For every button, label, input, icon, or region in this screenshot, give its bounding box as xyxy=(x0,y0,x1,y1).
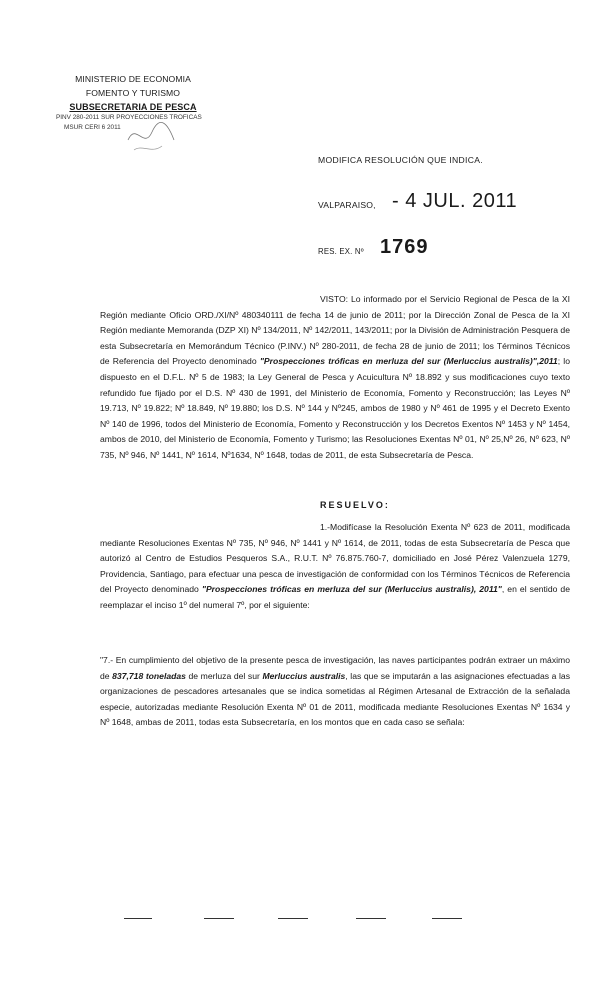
signature-line-5 xyxy=(432,918,462,919)
tonnage-value: 837,718 toneladas xyxy=(112,670,186,681)
document-date: - 4 JUL. 2011 xyxy=(392,190,518,212)
place-label: VALPARAISO, xyxy=(318,200,376,210)
ministry-line-1: MINISTERIO DE ECONOMIA xyxy=(75,74,191,84)
project-name: "Prospecciones tróficas en merluza del sur (Merluccius australis)",2011 xyxy=(259,356,558,367)
signature-line-1 xyxy=(124,918,152,919)
document-subject: MODIFICA RESOLUCIÓN QUE INDICA. xyxy=(318,155,483,165)
ministry-header xyxy=(68,72,198,114)
visto-paragraph xyxy=(100,292,570,464)
resolution-number: 1769 xyxy=(380,236,429,258)
resuelvo-text-2: , en el sentido de reemplazar el inciso 1º del numeral 7º, por el siguiente: xyxy=(100,584,570,610)
subsecretaria-label: SUBSECRETARIA DE PESCA xyxy=(69,102,197,112)
resolution-label: RES. EX. Nº xyxy=(318,247,364,256)
project-name-2: "Prospecciones tróficas en merluza del sur (Merluccius australis), 2011" xyxy=(201,584,502,595)
numeral-7-text-2: de merluza del sur xyxy=(185,670,263,681)
resuelvo-paragraph-1 xyxy=(100,520,570,614)
stamp-line-1: PINV 280-2011 SUR PROYECCIONES TROFICAS xyxy=(56,114,202,121)
signature-line-2 xyxy=(204,918,234,919)
ministry-line-2: FOMENTO Y TURISMO xyxy=(85,88,181,98)
visto-text-2: ; lo dispuesto en el D.F.L. Nº 5 de 1983; la Ley General de Pesca y Acuicultura Nº 18.892 y sus modificaciones cuyo texto refundido fue fijado por el D.S. Nº 430 de 1991, del Ministerio de Economía, Fomento y Reconstrucción; las Leyes Nº 19.713, Nº 19.822; Nº 18.849, Nº 19.880; los D.S. Nº 144 y Nº245, ambos de 1980 y Nº 461 de 1995 y el Decreto Exento Nº 140 de 1996, todos del Ministerio de Economía, Fomento y Reconstrucción y los Decretos Exentos Nº 1453 y Nº 1454, ambos de 2010, del Ministerio de Economía, Fomento y Turismo; las Resoluciones Exentas Nº 01, Nº 25,Nº 26, Nº 623, Nº 735, Nº 946, Nº 1441, Nº 1614, Nº1634, Nº 1648, todas de 2011, de esta Subsecretaría de Pesca. xyxy=(100,356,570,460)
numeral-7-paragraph xyxy=(100,653,570,731)
species-name: Merluccius australis xyxy=(262,670,346,681)
numeral-7-text-3: , las que se imputarán a las asignaciones efectuadas a las organizaciones de pescadores artesanales que se indica sometidas al Régimen Artesanal de Extracción de la señalada especie, autorizadas mediante Resolución Exenta Nº 01 de 2011, modificada mediante Resoluciones Exentas Nº 1634 y Nº 1648, ambas de 2011, todas esta Subsecretaría, en los montos que en cada caso se señala: xyxy=(100,670,570,728)
signature-line-4 xyxy=(356,918,386,919)
numeral-7-text-1: "7.- En cumplimiento del objetivo de la presente pesca de investigación, las naves participantes podrán extraer un máximo de xyxy=(100,655,570,681)
stamp-line-2: MSUR CERI 6 2011 xyxy=(64,124,121,131)
handwritten-initials-icon xyxy=(122,110,180,160)
resuelvo-text-1: 1.-Modifícase la Resolución Exenta Nº 623 de 2011, modificada mediante Resoluciones Exentas Nº 735, Nº 946, Nº 1441 y Nº 1614, de 2011, todas de esta Subsecretaría de Pesca que autorizó al Centro de Estudios Pesqueros S.A., R.U.T. Nº 76.875.760-7, domiciliado en José Pérez Valenzuela 1279, Providencia, Santiago, para efectuar una pesca de investigación de conformidad con los Términos Técnicos de Referencia del Proyecto denominado xyxy=(100,522,570,595)
signature-line-3 xyxy=(278,918,308,919)
resuelvo-heading: RESUELVO: xyxy=(320,500,390,510)
visto-text-1: VISTO: Lo informado por el Servicio Regional de Pesca de la XI Región mediante Oficio ORD./XI/Nº 480340111 de fecha 14 de junio de 2011; por la Dirección Zonal de Pesca de la XI Región mediante Memoranda (DZP XI) Nº 134/2011, Nº 142/2011, 143/2011; por la División de Administración Pesquera de esta Subsecretaría en Memorándum Técnico (P.INV.) Nº 280-2011, de fecha 28 de junio de 2011; los Términos Técnicos de Referencia del Proyecto denominado xyxy=(100,294,570,367)
